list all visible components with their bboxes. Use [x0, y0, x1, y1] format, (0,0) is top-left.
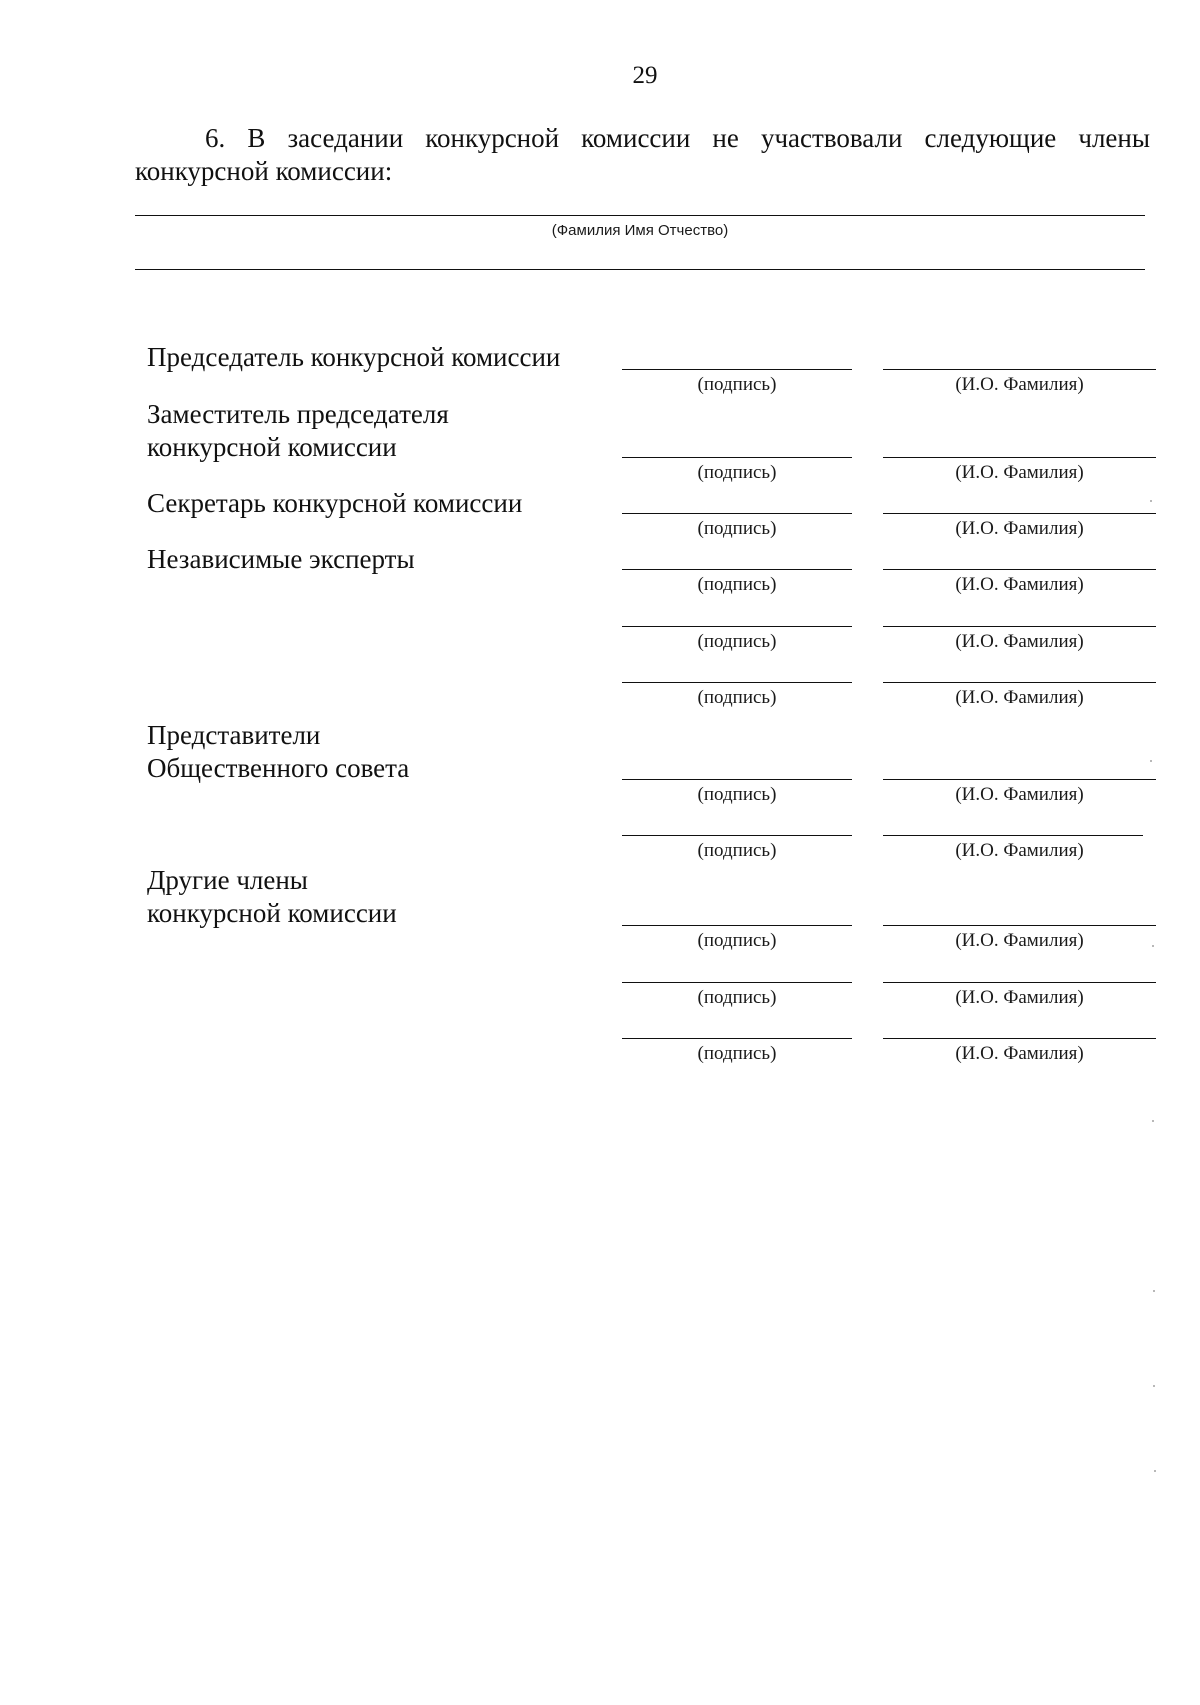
intro-paragraph-line-1: 6. В заседании конкурсной комиссии не участвовали следующие члены: [205, 123, 1150, 153]
scan-speck: [1150, 500, 1152, 502]
name-line: [883, 779, 1156, 780]
name-caption: (И.О. Фамилия): [955, 518, 1084, 539]
name-line: [883, 682, 1156, 683]
intro-paragraph-line-2: конкурсной комиссии:: [135, 156, 393, 186]
signature-line: [622, 982, 852, 983]
signature-line: [622, 569, 852, 570]
scan-speck: [1153, 1290, 1155, 1292]
signature-line: [622, 513, 852, 514]
role-deputy-line-2: конкурсной комиссии: [147, 432, 397, 462]
signature-caption: (подпись): [697, 462, 777, 483]
scan-speck: [1152, 945, 1154, 947]
signature-caption: (подпись): [697, 840, 777, 861]
signature-caption: (подпись): [697, 687, 777, 708]
signature-line: [622, 682, 852, 683]
name-caption: (И.О. Фамилия): [955, 374, 1084, 395]
signature-line: [622, 369, 852, 370]
name-caption: (И.О. Фамилия): [955, 574, 1084, 595]
page-number: 29: [632, 62, 658, 89]
name-line: [883, 835, 1143, 836]
signature-caption: (подпись): [697, 374, 777, 395]
absent-members-line-2: [135, 269, 1145, 270]
fio-caption: (Фамилия Имя Отчество): [551, 222, 729, 239]
name-line: [883, 457, 1156, 458]
name-line: [883, 1038, 1156, 1039]
role-others-line-2: конкурсной комиссии: [147, 898, 397, 928]
scan-speck: [1153, 1385, 1155, 1387]
scan-speck: [1152, 1120, 1154, 1122]
signature-line: [622, 626, 852, 627]
intro-paragraph: [135, 122, 1150, 188]
name-caption: (И.О. Фамилия): [955, 987, 1084, 1008]
name-line: [883, 513, 1156, 514]
signature-caption: (подпись): [697, 574, 777, 595]
signature-caption: (подпись): [697, 784, 777, 805]
name-line: [883, 982, 1156, 983]
signature-line: [622, 457, 852, 458]
name-caption: (И.О. Фамилия): [955, 840, 1084, 861]
name-line: [883, 369, 1156, 370]
role-chairman: Председатель конкурсной комиссии: [147, 342, 561, 372]
role-public-line-1: Представители: [147, 720, 321, 750]
signature-line: [622, 1038, 852, 1039]
signature-caption: (подпись): [697, 930, 777, 951]
signature-caption: (подпись): [697, 987, 777, 1008]
signature-caption: (подпись): [697, 1043, 777, 1064]
name-caption: (И.О. Фамилия): [955, 462, 1084, 483]
name-caption: (И.О. Фамилия): [955, 1043, 1084, 1064]
role-others-line-1: Другие члены: [147, 865, 308, 895]
signature-caption: (подпись): [697, 631, 777, 652]
name-caption: (И.О. Фамилия): [955, 784, 1084, 805]
role-experts: Независимые эксперты: [147, 544, 415, 574]
scan-speck: [1154, 1470, 1156, 1472]
name-line: [883, 626, 1156, 627]
absent-members-line-1: [135, 215, 1145, 216]
role-deputy-line-1: Заместитель председателя: [147, 399, 449, 429]
name-caption: (И.О. Фамилия): [955, 930, 1084, 951]
signature-line: [622, 779, 852, 780]
name-line: [883, 925, 1156, 926]
signature-caption: (подпись): [697, 518, 777, 539]
signature-line: [622, 835, 852, 836]
name-caption: (И.О. Фамилия): [955, 631, 1084, 652]
scan-speck: [1150, 760, 1152, 762]
role-public-line-2: Общественного совета: [147, 753, 410, 783]
name-caption: (И.О. Фамилия): [955, 687, 1084, 708]
signature-line: [622, 925, 852, 926]
role-secretary: Секретарь конкурсной комиссии: [147, 488, 523, 518]
name-line: [883, 569, 1156, 570]
